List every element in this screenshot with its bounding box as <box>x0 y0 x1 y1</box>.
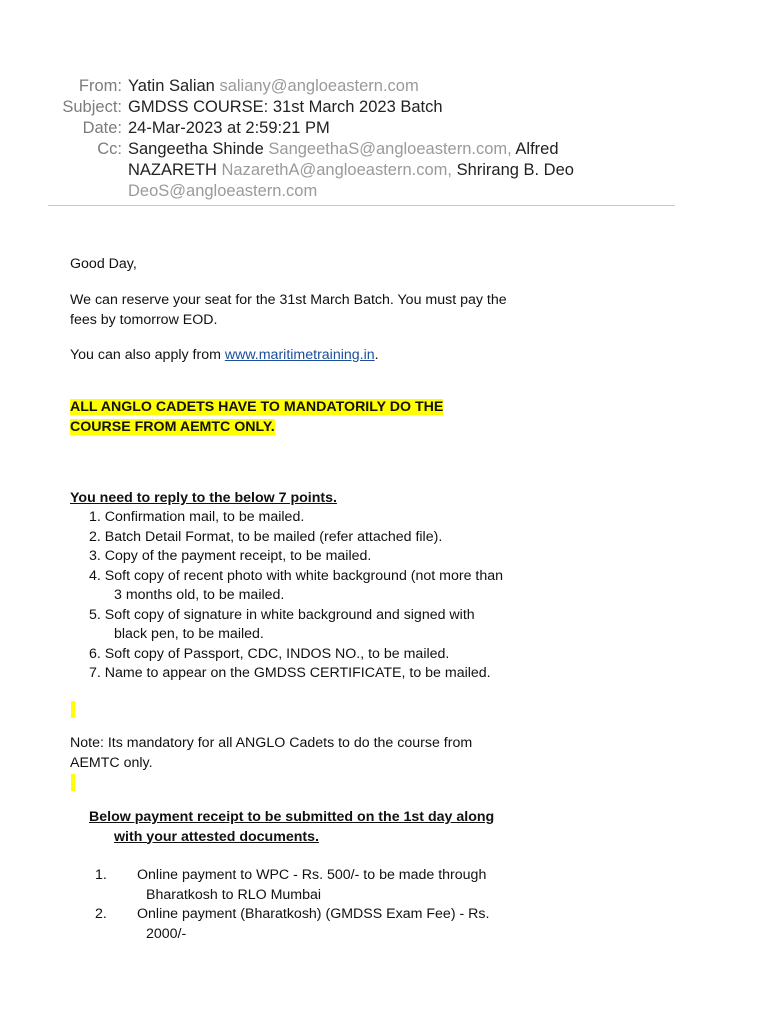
list-item: 3. Copy of the payment receipt, to be mailed. <box>89 548 372 564</box>
paragraph-line: fees by tomorrow EOD. <box>70 311 218 328</box>
receipt-heading: Below payment receipt to be submitted on the 1st day along <box>89 809 495 825</box>
header-divider <box>48 205 675 206</box>
list-item: 4. Soft copy of recent photo with white background (not more than <box>89 567 504 584</box>
subject-row <box>0 97 700 118</box>
apply-suffix: . <box>374 347 379 363</box>
cc-line-1 <box>128 139 559 160</box>
list-item: 2. Batch Detail Format, to be mailed (refer attached file). <box>89 528 443 545</box>
date-row <box>0 118 700 139</box>
list-item: 1. Confirmation mail, to be mailed. <box>89 509 305 525</box>
list-item-continuation: black pen, to be mailed. <box>114 626 264 642</box>
warning-line: ALL ANGLO CADETS HAVE TO MANDATORILY DO THE <box>70 399 444 415</box>
from-row <box>0 76 700 97</box>
highlight-marker <box>71 701 75 718</box>
subject-value: GMDSS COURSE: 31st March 2023 Batch <box>128 98 443 116</box>
cc1-email[interactable]: SangeethaS@angloeastern.com, <box>268 140 512 158</box>
from-name: Yatin Salian <box>128 77 215 95</box>
from-email[interactable]: saliany@angloeastern.com <box>219 77 419 95</box>
cc2-name-first: Alfred <box>515 140 559 158</box>
paragraph-apply <box>70 346 379 366</box>
website-link[interactable]: www.maritimetraining.in <box>224 347 375 363</box>
greeting: Good Day, <box>70 256 137 272</box>
date-label: Date: <box>82 119 122 137</box>
paragraph-reserve-seat <box>70 291 507 330</box>
note-line: AEMTC only. <box>70 754 153 771</box>
subject-label: Subject: <box>62 98 122 116</box>
warning-notice <box>70 398 443 437</box>
cc2-name-last: NAZARETH <box>128 161 217 179</box>
payment-item-continuation: Bharatkosh to RLO Mumbai <box>146 886 322 903</box>
list-item: 6. Soft copy of Passport, CDC, INDOS NO., to be mailed. <box>89 645 450 662</box>
highlight-marker <box>71 774 75 791</box>
payment-item-continuation: 2000/- <box>146 925 187 942</box>
points-heading: You need to reply to the below 7 points. <box>70 490 337 506</box>
paragraph-line: We can reserve your seat for the 31st March Batch. You must pay the <box>70 292 507 308</box>
list-item: 7. Name to appear on the GMDSS CERTIFICATE, to be mailed. <box>89 665 491 681</box>
cc-label: Cc: <box>97 140 122 158</box>
payment-item: Online payment (Bharatkosh) (GMDSS Exam Fee) - Rs. <box>137 906 490 922</box>
cc3-name: Shrirang B. Deo <box>456 161 574 179</box>
payment-number: 1. <box>95 867 107 883</box>
cc3-email[interactable]: DeoS@angloeastern.com <box>128 182 318 200</box>
cc2-email[interactable]: NazarethA@angloeastern.com, <box>221 161 452 179</box>
from-label: From: <box>78 77 122 95</box>
email-header <box>0 0 768 210</box>
receipt-heading-continuation: with your attested documents. <box>114 828 319 845</box>
cc1-name: Sangeetha Shinde <box>128 140 264 158</box>
payment-item: Online payment to WPC - Rs. 500/- to be made through <box>137 867 487 883</box>
from-value <box>128 76 419 97</box>
date-value: 24-Mar-2023 at 2:59:21 PM <box>128 119 330 137</box>
note-paragraph <box>70 734 472 773</box>
note-line: Note: Its mandatory for all ANGLO Cadets to do the course from <box>70 735 473 751</box>
cc-row <box>0 139 700 202</box>
list-item: 5. Soft copy of signature in white background and signed with <box>89 606 475 623</box>
cc-line-2 <box>128 160 574 181</box>
payment-number: 2. <box>95 906 107 922</box>
warning-line: COURSE FROM AEMTC ONLY. <box>70 418 275 435</box>
list-item-continuation: 3 months old, to be mailed. <box>114 587 285 603</box>
apply-prefix: You can also apply from <box>70 347 225 363</box>
